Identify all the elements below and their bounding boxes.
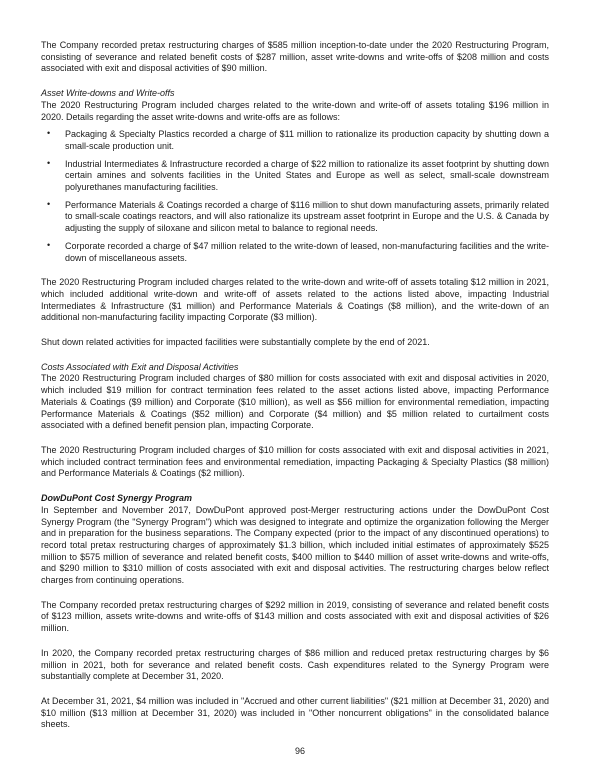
bullet-text: Performance Materials & Coatings recorded a charge of $116 million to shut down manufacturing assets, primarily related to small-scale coatings reactors, and will also rationalize its upstream asset footprint in Europe and the U.S. & Canada by adjusting the supply of siloxane and silicon metal to balance to regional needs. (65, 199, 549, 234)
heading-exit-disposal: Costs Associated with Exit and Disposal Activities (41, 361, 239, 372)
heading-synergy-program: DowDuPont Cost Synergy Program (41, 493, 193, 504)
bullet-icon: • (47, 128, 51, 139)
bullet-icon: • (47, 157, 51, 168)
bullet-text: Packaging & Specialty Plastics recorded a charge of $11 million to rationalize its production capacity by shutting down a small-scale production unit. (65, 129, 549, 151)
bullet-icon: • (47, 198, 51, 209)
section-asset-write-downs (41, 88, 549, 123)
paragraph-synergy-charges-2020-2021: In 2020, the Company recorded pretax restructuring charges of $86 million and reduced pretax restructuring charges by $6 million in 2021, both for severance and related benefit costs. Cash expenditures related to the Synergy Program were substantially complete at December 31, 2020. (41, 647, 549, 682)
bullet-item-packaging (41, 129, 549, 152)
bullet-icon: • (47, 239, 51, 250)
bullet-list-asset-write-downs (41, 129, 549, 264)
paragraph-exit-charges-2021: The 2020 Restructuring Program included charges of $10 million for costs associated with exit and disposal activities in 2021, which included contract termination fees and environmental remediation, impacting Packaging & Specialty Plastics ($8 million) and Performance Materials & Coatings ($2 million). (41, 444, 549, 479)
bullet-item-corporate (41, 241, 549, 264)
section-synergy-program (41, 493, 549, 587)
paragraph-shutdown-note: Shut down related activities for impacted facilities were substantially complete by the end of 2021. (41, 337, 430, 348)
section-exit-disposal (41, 362, 549, 432)
bullet-item-industrial (41, 159, 549, 194)
paragraph-asset-charges-2021: The 2020 Restructuring Program included charges related to the write-down and write-off of assets totaling $12 million in 2021, which included additional write-down and write-off of assets related to the actions listed above, impacting Industrial Intermediates & Infrastructure ($1 million) and Performance Materials & Coatings ($8 million), and the write-down of an additional non-manufacturing facility impacting Corporate ($3 million). (41, 277, 549, 323)
paragraph-exit-charges-2020: The 2020 Restructuring Program included charges of $80 million for costs associated with exit and disposal activities in 2020, which included $19 million for contract termination fees related to the asset actions listed above, impacting Performance Materials & Coatings ($9 million) and Corporate ($10 million), as well as $56 million for environmental remediation, impacting Performance Materials & Coatings ($52 million) and Corporate ($4 million) and $5 million related to curtailment costs associated with a defined benefit pension plan, impacting Corporate. (41, 373, 549, 431)
bullet-text: Industrial Intermediates & Infrastructure recorded a charge of $22 million to rationalize its asset footprint by shutting down certain amines and solvents facilities in the United States and Europe as well as select, small-scale downstream polyurethanes manufacturing facilities. (65, 158, 549, 193)
bullet-item-performance (41, 200, 549, 235)
paragraph-synergy-charges-2019: The Company recorded pretax restructuring charges of $292 million in 2019, consisting of severance and related benefit costs of $123 million, assets write-downs and write-offs of $143 million and costs associated with exit and disposal activities of $26 million. (41, 599, 549, 634)
heading-asset-write-downs: Asset Write-downs and Write-offs (41, 88, 175, 99)
bullet-text: Corporate recorded a charge of $47 million related to the write-down of leased, non-manufacturing facilities and the write-down of miscellaneous assets. (65, 240, 549, 263)
paragraph-asset-intro: The 2020 Restructuring Program included charges related to the write-down and write-off of assets totaling $196 million in 2020. Details regarding the asset write-downs and write-offs are as follows: (41, 99, 549, 122)
paragraph-2020-program-intro: The Company recorded pretax restructuring charges of $585 million inception-to-date under the 2020 Restructuring Program, consisting of severance and related benefit costs of $287 million, asset write-downs and write-offs of $208 million and costs associated with exit and disposal activities of $90 million. (41, 40, 549, 74)
paragraph-synergy-overview: In September and November 2017, DowDuPont approved post-Merger restructuring actions under the DowDuPont Cost Synergy Program (the "Synergy Program") which was designed to integrate and optimize the organization following the Merger and in preparation for the business separations. The Company expected (prior to the impact of any discontinued operations) to record total pretax restructuring charges of approximately $1.3 billion, which included initial estimates of approximately $525 million to $575 million of severance and related benefit costs, $400 million to $440 million of asset write-downs and write-offs, and $290 million to $310 million of costs associated with exit and disposal activities. The restructuring charges below reflect charges from continuing operations. (41, 504, 549, 586)
page-number: 96 (294, 746, 305, 756)
paragraph-balance-sheet-note: At December 31, 2021, $4 million was included in "Accrued and other current liabilities" ($21 million at December 31, 2020) and $10 million ($13 million at December 31, 2020) was included in "Other noncurrent obligations" in the consolidated balance sheets. (41, 695, 549, 730)
